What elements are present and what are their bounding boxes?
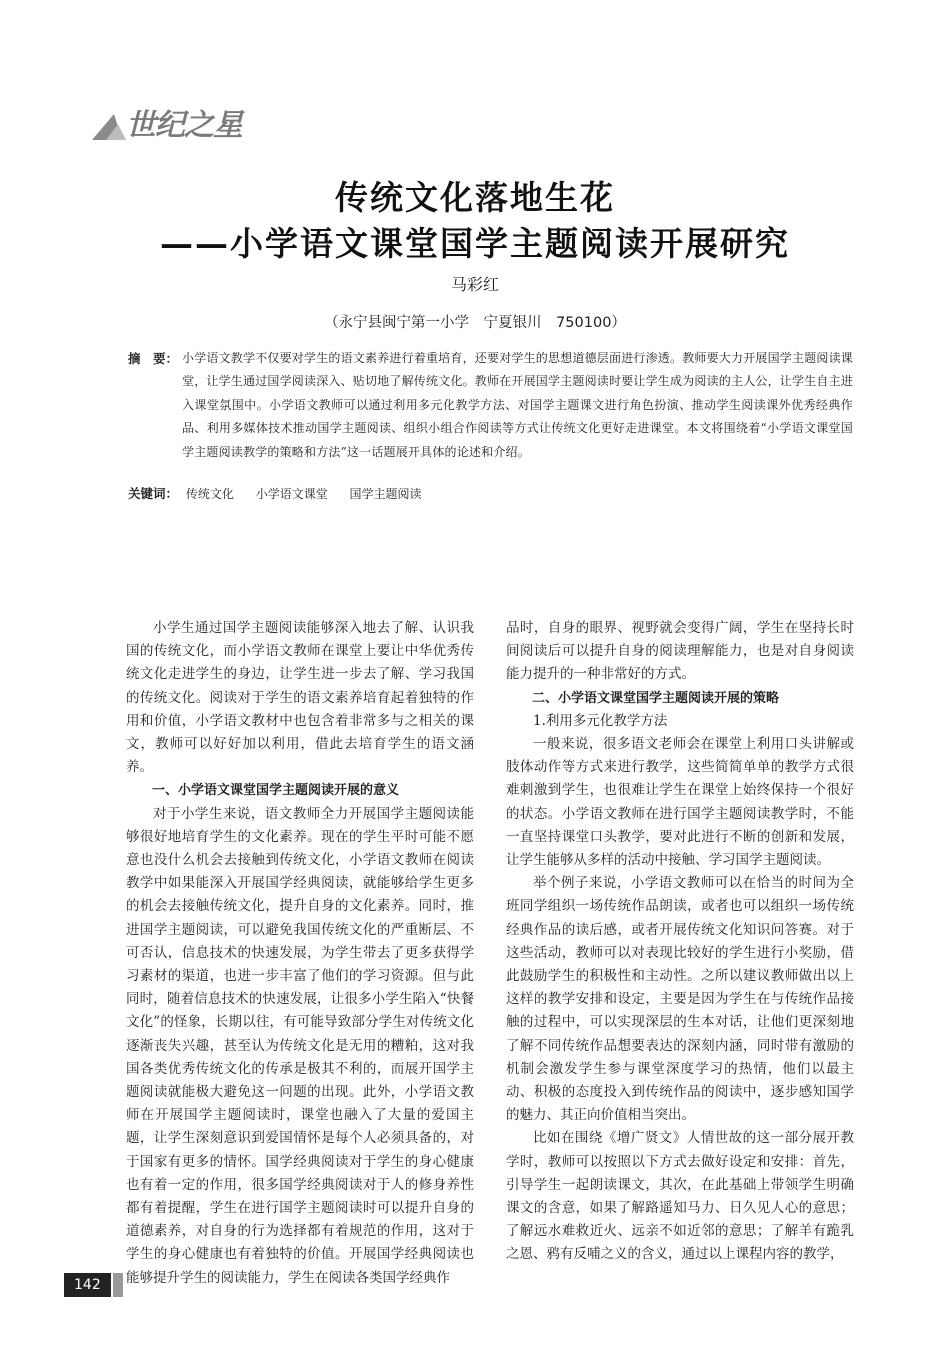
paragraph: 一般来说，很多语文老师会在课堂上利用口头讲解或肢体动作等方式来进行教学，这些简简单单的教学方式很难刺激到学生，也很难让学生在课堂上始终保持一个很好的状态。小学语文教师在进行国学主题阅读教学时，不能一直坚持课堂口头教学，要对此进行不断的创新和发展，让学生能够从多样的活动中接触、学习国学主题阅读。 [506,736,854,869]
paragraph: 举个例子来说，小学语文教师可以在恰当的时间为全班同学组织一场传统作品朗读，或者也可以组织一场传统经典作品的读后感，或者开展传统文化知识问答赛。对于这些活动，教师可以对表现比较好的学生进行小奖励，借此鼓励学生的积极性和主动性。之所以建议教师做出以上这样的教学安排和设定，主要是因为学生在与传统作品接触的过程中，可以实现深层的生本对话，让他们更深刻地了解不同传统作品想要表达的深刻内涵，同时带有激励的机制会激发学生参与课堂深度学习的热情，他们以最主动、积极的态度投入到传统作品的阅读中，逐步感知国学的魅力、其正向价值相当突出。 [506,875,854,1124]
keywords-label: 关键词： [128,486,179,501]
section-heading: 二、小学语文课堂国学主题阅读开展的策略 [532,690,780,706]
affiliation: （永宁县闽宁第一小学 宁夏银川 750100） [324,315,626,331]
abstract-label: 摘 要： [128,351,179,366]
journal-logo-text: 世纪之星 [126,108,242,143]
page-number: 142 [64,1273,111,1297]
paragraph: 小学生通过国学主题阅读能够深入地去了解、认识我国的传统文化，而小学语文教师在课堂上要让中华优秀传统文化走进学生的身边，让学生进一步去了解、学习我国的传统文化。阅读对于学生的语文素养培育起着独特的作用和价值，小学语文教材中也包含着非常多与之相关的课文，教师可以好好加以利用，借此去培育学生的语文涵养。 [126,620,474,776]
body-right-column [506,617,854,1267]
article-title: 传统文化落地生花 [335,178,615,217]
body-left-column [126,617,474,1290]
abstract-text: 小学语文教学不仅要对学生的语文素养进行着重培育，还要对学生的思想道德层面进行渗透。教师要大力开展国学主题阅读课堂，让学生通过国学阅读深入、贴切地了解传统文化。教师在开展国学主题阅读时要让学生成为阅读的主人公，让学生自主进入课堂氛围中。小学语文教师可以通过利用多元化教学方法、对国学主题课文进行角色扮演、推动学生阅读课外优秀经典作品、利用多媒体技术推动国学主题阅读、组织小组合作阅读等方式让传统文化更好走进课堂。本文将围绕着“小学语文课堂国学主题阅读教学的策略和方法”这一话题展开具体的论述和介绍。 [182,351,854,459]
subsection-heading: 1.利用多元化教学方法 [533,712,668,729]
keyword: 国学主题阅读 [349,487,422,501]
paragraph: 品时，自身的眼界、视野就会变得广阔，学生在坚持长时间阅读后可以提升自身的阅读理解能力，也是对自身阅读能力提升的一种非常好的方式。 [506,620,854,683]
keyword: 传统文化 [185,487,234,501]
keyword: 小学语文课堂 [255,487,328,501]
keywords [128,484,436,502]
page-number-bar [113,1273,123,1297]
section-heading: 一、小学语文课堂国学主题阅读开展的意义 [152,783,400,799]
paragraph: 对于小学生来说，语文教师全力开展国学主题阅读能够很好地培育学生的文化素养。现在的学生平时可能不愿意也没什么机会去接触到传统文化，小学语文教师在阅读教学中如果能深入开展国学经典阅读，就能够给学生更多的机会去接触传统文化，提升自身的文化素养。同时，推进国学主题阅读，可以避免我国传统文化的严重断层、不可否认，信息技术的快速发展，为学生带去了更多获得学习素材的渠道，也进一步丰富了他们的学习资源。但与此同时，随着信息技术的快速发展，让很多小学生陷入“快餐文化”的怪象，长期以往，有可能导致部分学生对传统文化逐渐丧失兴趣，甚至认为传统文化是无用的糟粕，这对我国各类优秀传统文化的传承是极其不利的，而展开国学主题阅读就能极大避免这一问题的出现。此外，小学语文教师在开展国学主题阅读时，课堂也融入了大量的爱国主题，让学生深刻意识到爱国情怀是每个人必须具备的，对于国家有更多的情怀。国学经典阅读对于学生的身心健康也有着一定的作用，很多国学经典阅读对于人的修身养性都有着提醒，学生在进行国学主题阅读时可以提升自身的道德素养，对自身的行为选择都有着规范的作用，这对于学生的身心健康也有着独特的价值。开展国学经典阅读也能够提升学生的阅读能力，学生在阅读各类国学经典作 [126,805,474,1286]
journal-logo [92,100,252,144]
article-subtitle: ——小学语文课堂国学主题阅读开展研究 [160,224,790,263]
abstract [128,347,853,464]
page-footer [64,1273,123,1297]
paragraph: 比如在围绕《增广贤文》人情世故的这一部分展开教学时，教师可以按照以下方式去做好设定和安排：首先，引导学生一起朗读课文，其次，在此基础上带领学生明确课文的含意，如果了解路遥知马力、日久见人心的意思；了解远水难救近火、远亲不如近邻的意思；了解羊有跪乳之恩、鸦有反哺之义的含义，通过以上课程内容的教学， [506,1130,854,1263]
author: 马彩红 [450,275,499,294]
